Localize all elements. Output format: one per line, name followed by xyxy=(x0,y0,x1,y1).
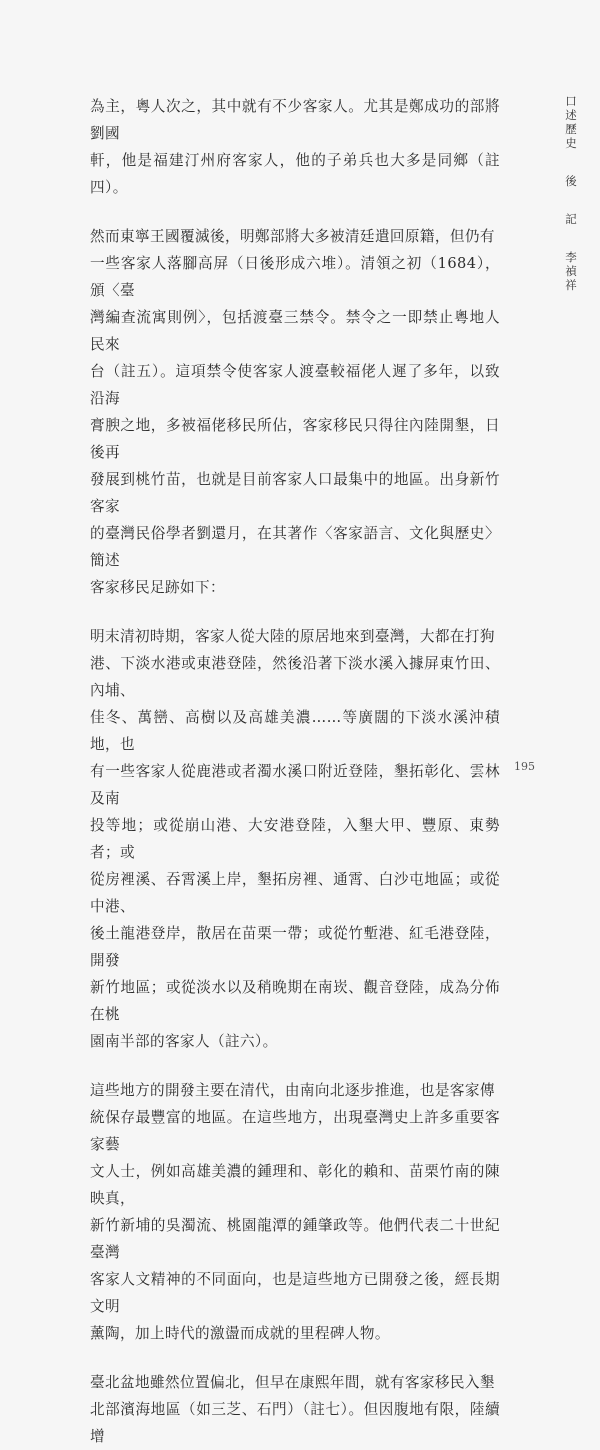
header-author-char: 祥 xyxy=(565,278,577,292)
header-title-char: 史 xyxy=(565,136,577,150)
header-title-char: 歷 xyxy=(565,122,577,136)
running-header xyxy=(563,94,579,292)
paragraph-2: 然而東寧王國覆滅後，明鄭部將大多被清廷遣回原籍，但仍有 一些客家人落腳高屏（日後形成六堆）。清領之初（1684），頒〈臺 灣編查流寓則例〉，包括渡臺三禁令。禁令之一即禁止粵地人民來 台（註五）。這項禁令使客家人渡臺較福佬人遲了多年，以致沿海 膏腴之地，多被福佬移民所佔，客家移民只得往內陸開墾，日後再 發展到桃竹苗，也就是目前客家人口最集中的地區。出身新竹客家 的臺灣民俗學者劉還月，在其著作〈客家語言、文化與歷史〉簡述 客家移民足跡如下： xyxy=(90,228,500,596)
paragraph-1: 為主，粵人次之，其中就有不少客家人。尤其是鄭成功的部將劉國 軒，他是福建汀州府客家人，他的子弟兵也大多是同鄉（註四）。 xyxy=(90,98,500,196)
paragraph-4: 這些地方的開發主要在清代，由南向北逐步推進，也是客家傳 統保存最豐富的地區。在這些地方，出現臺灣史上許多重要客家藝 文人士，例如高雄美濃的鍾理和、彰化的賴和、苗栗竹南的陳映真， 新竹新埔的吳濁流、桃園龍潭的鍾肇政等。他們代表二十世紀臺灣 客家人文精神的不同面向，也是這些地方已開發之後，經長期文明 薰陶，加上時代的激盪而成就的里程碑人物。 xyxy=(90,1082,500,1342)
header-author-char: 李 xyxy=(565,250,577,264)
body-text xyxy=(90,93,500,1450)
header-author-char: 禎 xyxy=(565,264,577,278)
header-section-char: 記 xyxy=(565,212,577,226)
paragraph-5: 臺北盆地雖然位置偏北，但早在康熙年間，就有客家移民入墾 北部濱海地區（如三芝、石門）（註七）。但因腹地有限，陸續增 xyxy=(90,1374,500,1445)
header-section-char: 後 xyxy=(565,174,577,188)
page-number: 195 xyxy=(514,760,535,773)
header-title-char: 述 xyxy=(565,108,577,122)
header-title-char: 口 xyxy=(565,94,577,108)
paragraph-3-quote: 明末清初時期，客家人從大陸的原居地來到臺灣，大都在打狗 港、下淡水港或東港登陸，然後沿著下淡水溪入據屏東竹田、內埔、 佳冬、萬巒、高樹以及高雄美濃……等廣闊的下淡水溪沖積地，也 有一些客家人從鹿港或者濁水溪口附近登陸，墾拓彰化、雲林及南 投等地；或從崩山港、大安港登陸，入墾大甲、豐原、東勢者；或 從房裡溪、吞霄溪上岸，墾拓房裡、通霄、白沙屯地區；或從中港、 後土龍港登岸，散居在苗栗一帶；或從竹塹港、紅毛港登陸，開發 新竹地區；或從淡水以及稍晚期在南崁、觀音登陸，成為分佈在桃 園南半部的客家人（註六）。 xyxy=(90,628,500,1050)
